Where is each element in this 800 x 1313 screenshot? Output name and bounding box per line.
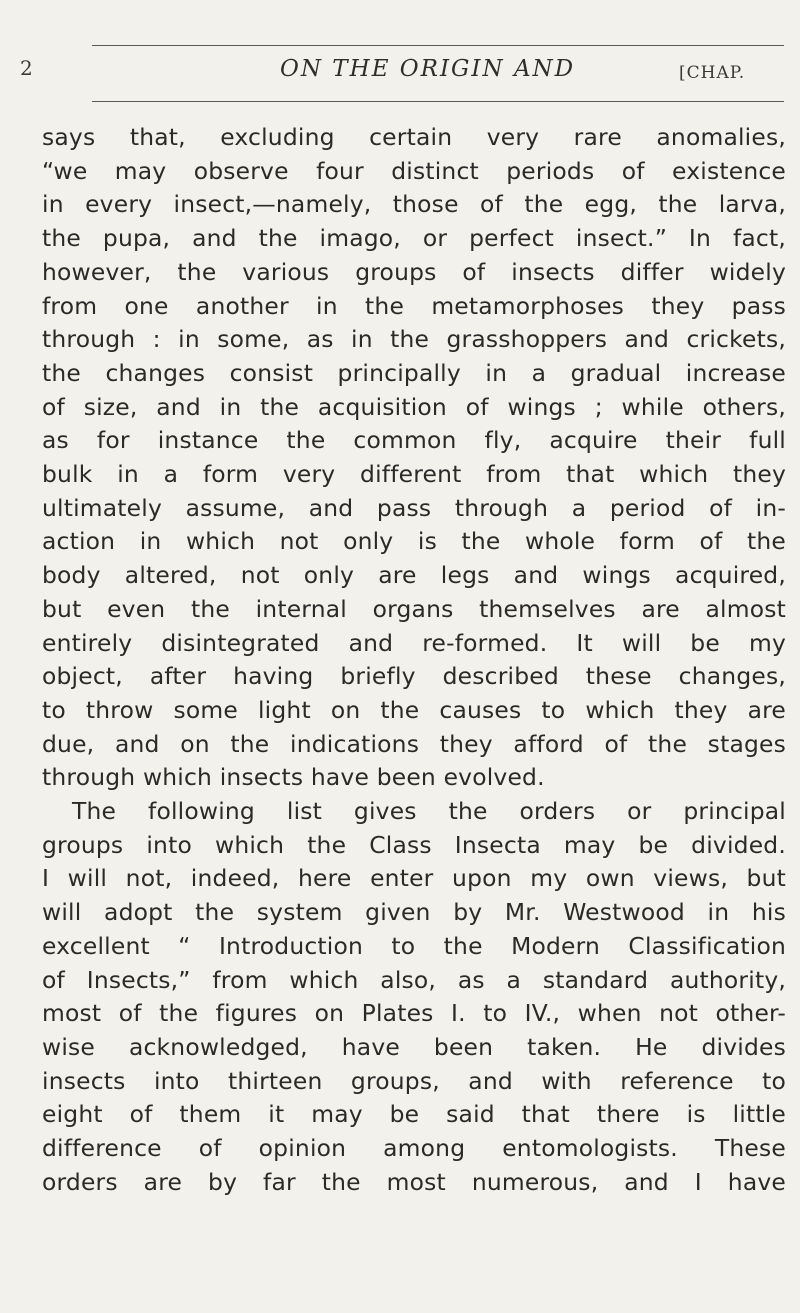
text-line: bulk in a form very different from that which they (42, 460, 786, 489)
running-title: ON THE ORIGIN AND (280, 56, 576, 82)
text-line: entirely disintegrated and re-formed. It will be my (42, 628, 786, 657)
text-line: I will not, indeed, here enter upon my own views, but (42, 864, 786, 893)
text-line: as for instance the common fly, acquire their full (42, 426, 786, 455)
text-line: due, and on the indications they afford of the stages (42, 729, 786, 758)
text-line: through which insects have been evolved. (42, 763, 545, 792)
text-line: excellent “ Introduction to the Modern Classification (42, 931, 786, 960)
header-bottom-rule (92, 101, 784, 102)
text-line: to throw some light on the causes to which they are (42, 695, 786, 724)
text-line: will adopt the system given by Mr. Westwood in his (42, 898, 786, 927)
text-line: of size, and in the acquisition of wings ; while others, (42, 392, 786, 421)
text-line: groups into which the Class Insecta may be divided. (42, 830, 786, 859)
text-line: insects into thirteen groups, and with reference to (42, 1066, 786, 1095)
chapter-label: [CHAP. (679, 63, 746, 83)
text-line: object, after having briefly described these changes, (42, 662, 786, 691)
running-head (20, 54, 780, 94)
text-line: in every insect,—namely, those of the egg, the larva, (42, 190, 786, 219)
text-line: most of the figures on Plates I. to IV., when not other- (42, 999, 786, 1028)
body-text (42, 121, 786, 1200)
text-line: but even the internal organs themselves are almost (42, 594, 786, 623)
text-line: body altered, not only are legs and wings acquired, (42, 561, 786, 590)
text-line: “we may observe four distinct periods of existence (42, 156, 786, 185)
text-line: The following list gives the orders or principal (72, 797, 786, 826)
text-line: from one another in the metamorphoses they pass (42, 291, 786, 320)
text-line: of Insects,” from which also, as a standard authority, (42, 965, 786, 994)
text-line: ultimately assume, and pass through a period of in- (42, 493, 786, 522)
text-line: says that, excluding certain very rare anomalies, (42, 123, 786, 151)
text-line: difference of opinion among entomologists. These (42, 1134, 786, 1163)
text-line: the pupa, and the imago, or perfect insect.” In fact, (42, 224, 786, 253)
text-line: orders are by far the most numerous, and I have (42, 1167, 786, 1196)
page-number: 2 (20, 56, 33, 80)
header-top-rule (92, 45, 784, 46)
text-line: however, the various groups of insects differ widely (42, 257, 786, 286)
text-line: the changes consist principally in a gradual increase (42, 358, 786, 387)
text-line: through : in some, as in the grasshoppers and crickets, (42, 325, 786, 354)
text-line: eight of them it may be said that there is little (42, 1100, 786, 1129)
text-line: action in which not only is the whole form of the (42, 527, 786, 556)
text-line: wise acknowledged, have been taken. He divides (42, 1032, 786, 1061)
